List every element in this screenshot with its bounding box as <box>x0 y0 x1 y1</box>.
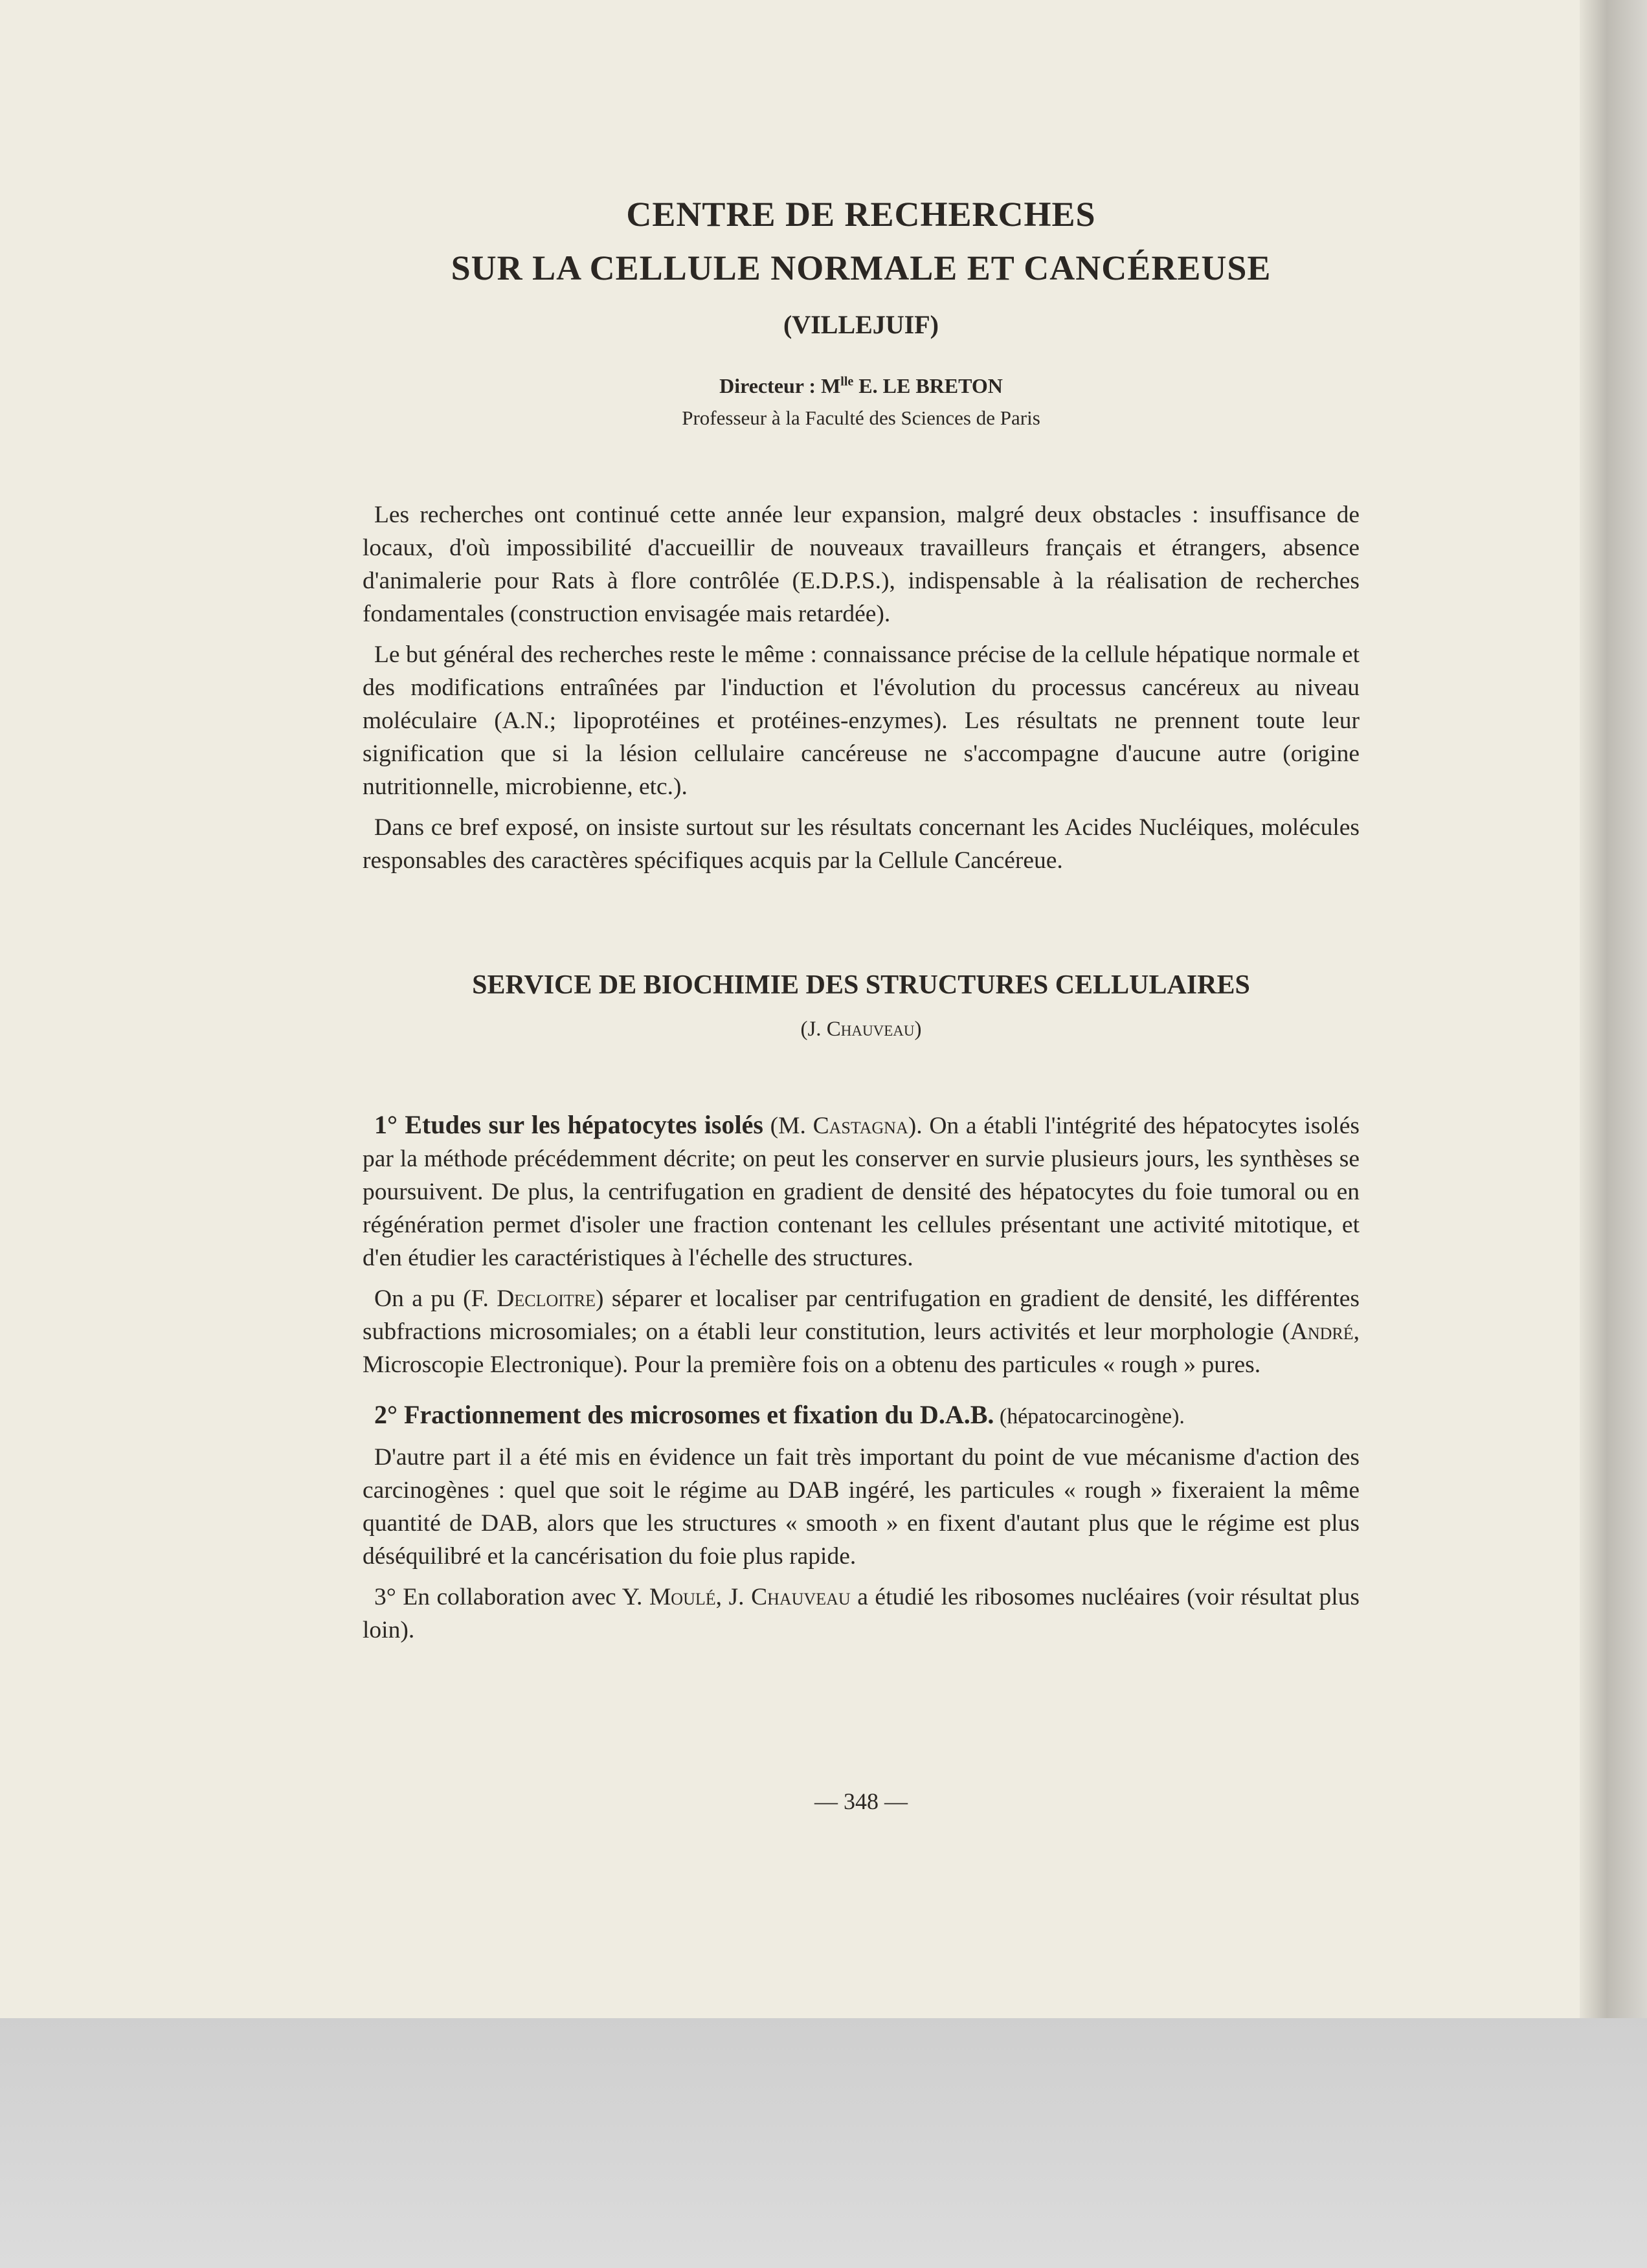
text: , Microscopie Electronique). Pour la première fois on a obtenu des particules « rough » pures. <box>363 1318 1360 1378</box>
author: Moulé <box>649 1584 716 1610</box>
text: 3° En collaboration avec Y. <box>374 1584 649 1610</box>
director-title: Professeur à la Faculté des Sciences de Paris <box>682 406 1040 429</box>
section-1b <box>363 1282 1360 1381</box>
text: a étudié les ribosomes nucléaires (voir résultat plus loin). <box>363 1584 1360 1643</box>
intro-paragraph: Dans ce bref exposé, on insiste surtout sur les résultats concernant les Acides Nucléiques, molécules responsables des caractères spécifiques acquis par la Cellule Cancéreue. <box>363 814 1360 874</box>
intro-section <box>363 498 1360 885</box>
text: On a pu (F. <box>374 1285 497 1312</box>
page-number: — 348 — <box>814 1788 908 1814</box>
text: , J. <box>715 1584 752 1610</box>
service-title: SERVICE DE BIOCHIMIE DES STRUCTURES CELLULAIRES <box>472 970 1250 1000</box>
director-prefix: Directeur : M <box>719 374 841 397</box>
location: (VILLEJUIF) <box>783 310 939 339</box>
section-1-text: . On a établi l'intégrité des hépatocytes isolés par la méthode précédemment décrite; on peut les conserver en survie plusieurs jours, les synthèses se poursuivent. De plus, la centrifugation en gradient de densité des hépatocytes du foie tumoral ou en régénération permet d'isoler une fraction contenant les cellules présentant une activité mitotique, et d'en étudier les caractéristiques à l'échelle des structures. <box>363 1113 1360 1271</box>
scan-background <box>0 2018 1647 2268</box>
service-head: (J. Chauveau) <box>800 1017 922 1041</box>
section-2-text: D'autre part il a été mis en évidence un fait très important du point de vue mécanisme d'action des carcinogènes : quel que soit le régime au DAB ingéré, les particules « rough » fixeraient la même quantité de DAB, alors que les structures « smooth » en fixent d'autant plus que le régime est plus déséquilibré et la cancérisation du foie plus rapide. <box>363 1444 1360 1570</box>
section-1-title: 1° Etudes sur les hépatocytes isolés <box>374 1110 763 1139</box>
director-sup: lle <box>840 374 854 389</box>
section-2-heading <box>363 1398 1360 1433</box>
section-2-title: 2° Fractionnement des microsomes et fixation du D.A.B. <box>374 1400 994 1429</box>
director <box>363 374 1360 398</box>
author: André <box>1290 1318 1354 1345</box>
author: Decloitre <box>497 1285 596 1312</box>
director-name: E. LE BRETON <box>853 374 1003 397</box>
service-section <box>363 1108 1360 1654</box>
intro-paragraph: Le but général des recherches reste le même : connaissance précise de la cellule hépatique normale et des modifications entraînées par l'induction et l'évolution du processus cancéreux au niveau moléculaire (A.N.; lipoprotéines et protéines-enzymes). Les résultats ne prennent toute leur signification que si la lésion cellulaire cancéreuse ne s'accompagne d'aucune autre (origine nutritionnelle, microbienne, etc.). <box>363 641 1360 800</box>
author: Chauveau <box>751 1584 851 1610</box>
section-1-author: (M. Castagna) <box>763 1113 917 1139</box>
title-line-2: SUR LA CELLULE NORMALE ET CANCÉREUSE <box>451 249 1272 287</box>
intro-paragraph: Les recherches ont continué cette année leur expansion, malgré deux obstacles : insuffisance de locaux, d'où impossibilité d'accueillir de nouveaux travailleurs français et étrangers, absence d'animalerie pour Rats à flore contrôlée (E.D.P.S.), indispensable à la réalisation de recherches fondamentales (construction envisagée mais retardée). <box>363 502 1360 627</box>
section-3 <box>363 1581 1360 1647</box>
title-line-1: CENTRE DE RECHERCHES <box>626 195 1096 234</box>
section-1 <box>363 1108 1360 1274</box>
section-2-suffix: (hépatocarcinogène). <box>994 1405 1185 1429</box>
page-edge-shadow <box>1580 0 1647 2018</box>
text: ) séparer et localiser par centrifugation en gradient de densité, les différentes subfractions microsomiales; on a établi leur constitution, leurs activités et leur morphologie ( <box>363 1285 1360 1345</box>
